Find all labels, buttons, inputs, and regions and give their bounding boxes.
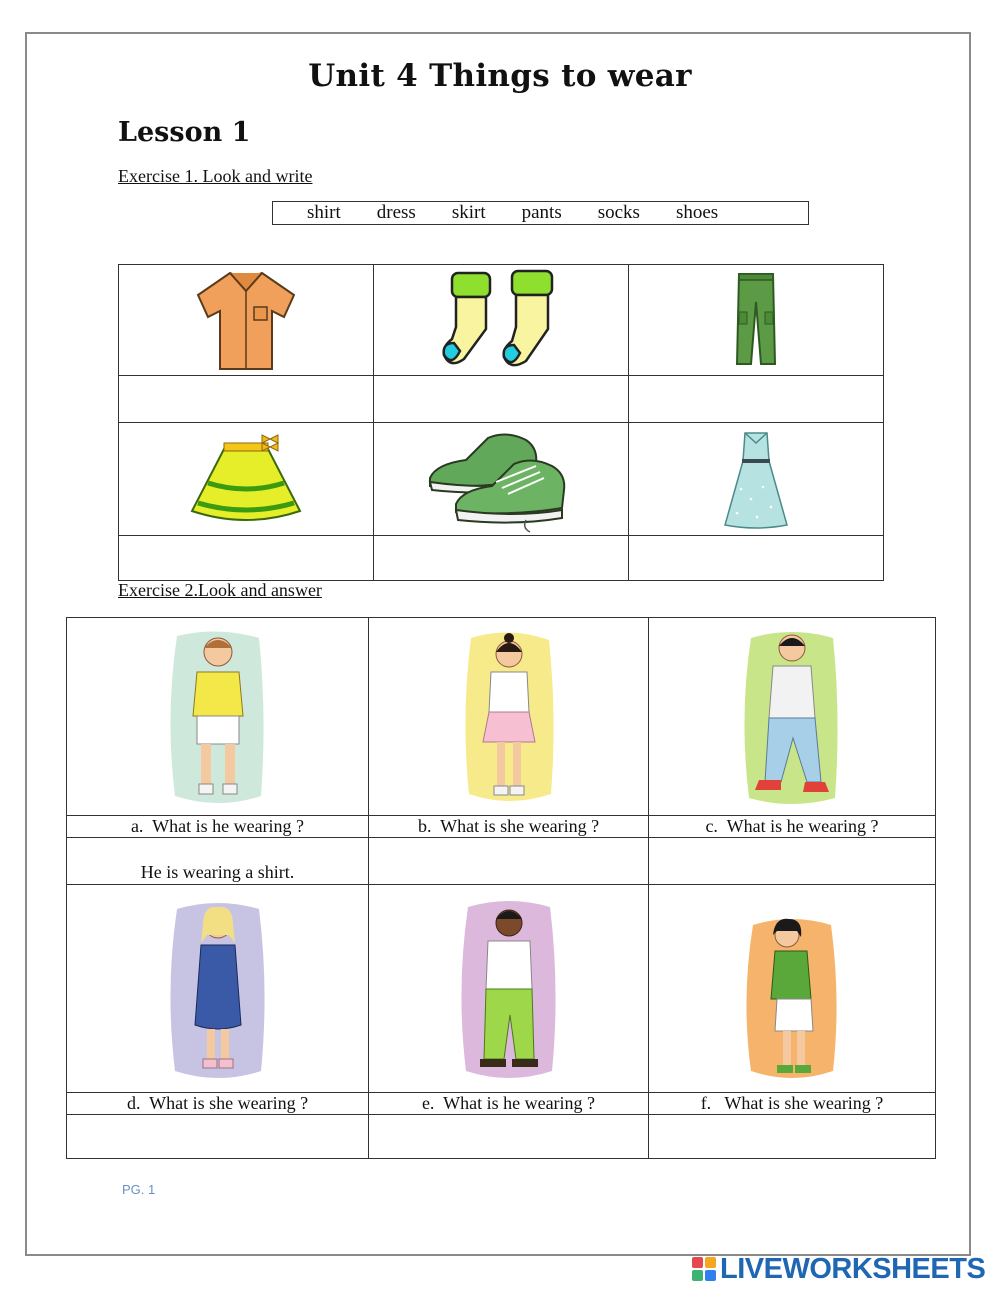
logo-text: LIVEWORKSHEETS <box>720 1252 986 1285</box>
exercise-1-table <box>118 264 884 581</box>
question-cell: a. What is he wearing ? <box>67 816 369 838</box>
answer-cell[interactable] <box>374 376 629 423</box>
liveworksheets-logo <box>691 1254 985 1284</box>
answer-cell[interactable] <box>629 376 884 423</box>
picture-cell <box>374 423 629 536</box>
pants-icon <box>731 270 781 370</box>
girl-pink-skirt-icon <box>459 626 559 808</box>
word-bank-item: pants <box>521 202 562 223</box>
picture-cell <box>119 423 374 536</box>
word-bank-item: shirt <box>307 202 341 223</box>
exercise-1-heading: Exercise 1. Look and write <box>118 166 313 186</box>
page-number: PG. 1 <box>122 1182 156 1197</box>
shoes-icon <box>426 424 576 534</box>
answer-cell[interactable] <box>649 838 936 885</box>
shirt-icon <box>190 265 302 375</box>
picture-cell <box>67 618 369 816</box>
question-cell: b. What is she wearing ? <box>369 816 649 838</box>
picture-cell <box>629 423 884 536</box>
picture-cell <box>67 885 369 1093</box>
boy-green-pants-icon <box>454 895 564 1083</box>
question-cell: f. What is she wearing ? <box>649 1093 936 1115</box>
question-cell: c. What is he wearing ? <box>649 816 936 838</box>
picture-cell <box>369 885 649 1093</box>
word-bank-item: socks <box>597 202 640 223</box>
answer-cell[interactable] <box>369 838 649 885</box>
picture-cell <box>374 265 629 376</box>
exercise-2-table <box>66 617 936 1159</box>
word-bank-item: skirt <box>451 202 486 223</box>
girl-blue-dress-icon <box>163 895 273 1083</box>
picture-cell <box>119 265 374 376</box>
dress-icon <box>721 429 791 529</box>
question-cell: d. What is she wearing ? <box>67 1093 369 1115</box>
picture-cell <box>369 618 649 816</box>
exercise-2-heading: Exercise 2.Look and answer <box>118 580 322 600</box>
picture-cell <box>649 885 936 1093</box>
boy-yellow-shirt-icon <box>163 626 273 808</box>
word-bank <box>272 201 809 225</box>
answer-cell[interactable] <box>649 1115 936 1159</box>
page-title: Unit 4 Things to wear <box>308 58 692 94</box>
answer-cell[interactable] <box>369 1115 649 1159</box>
answer-cell[interactable] <box>374 536 629 581</box>
word-bank-item: shoes <box>675 202 719 223</box>
answer-cell[interactable] <box>629 536 884 581</box>
question-cell: e. What is he wearing ? <box>369 1093 649 1115</box>
picture-cell <box>629 265 884 376</box>
skirt-icon <box>188 431 304 527</box>
answer-cell[interactable]: He is wearing a shirt. <box>67 838 369 885</box>
answer-cell[interactable] <box>119 376 374 423</box>
girl-green-shirt-icon <box>737 895 847 1083</box>
answer-cell[interactable] <box>119 536 374 581</box>
socks-icon <box>436 267 566 373</box>
boy-blue-pants-icon <box>737 626 847 808</box>
answer-cell[interactable] <box>67 1115 369 1159</box>
lesson-heading: Lesson 1 <box>118 117 251 148</box>
word-bank-item: dress <box>376 202 416 223</box>
logo-grid-icon <box>691 1256 717 1282</box>
picture-cell <box>649 618 936 816</box>
